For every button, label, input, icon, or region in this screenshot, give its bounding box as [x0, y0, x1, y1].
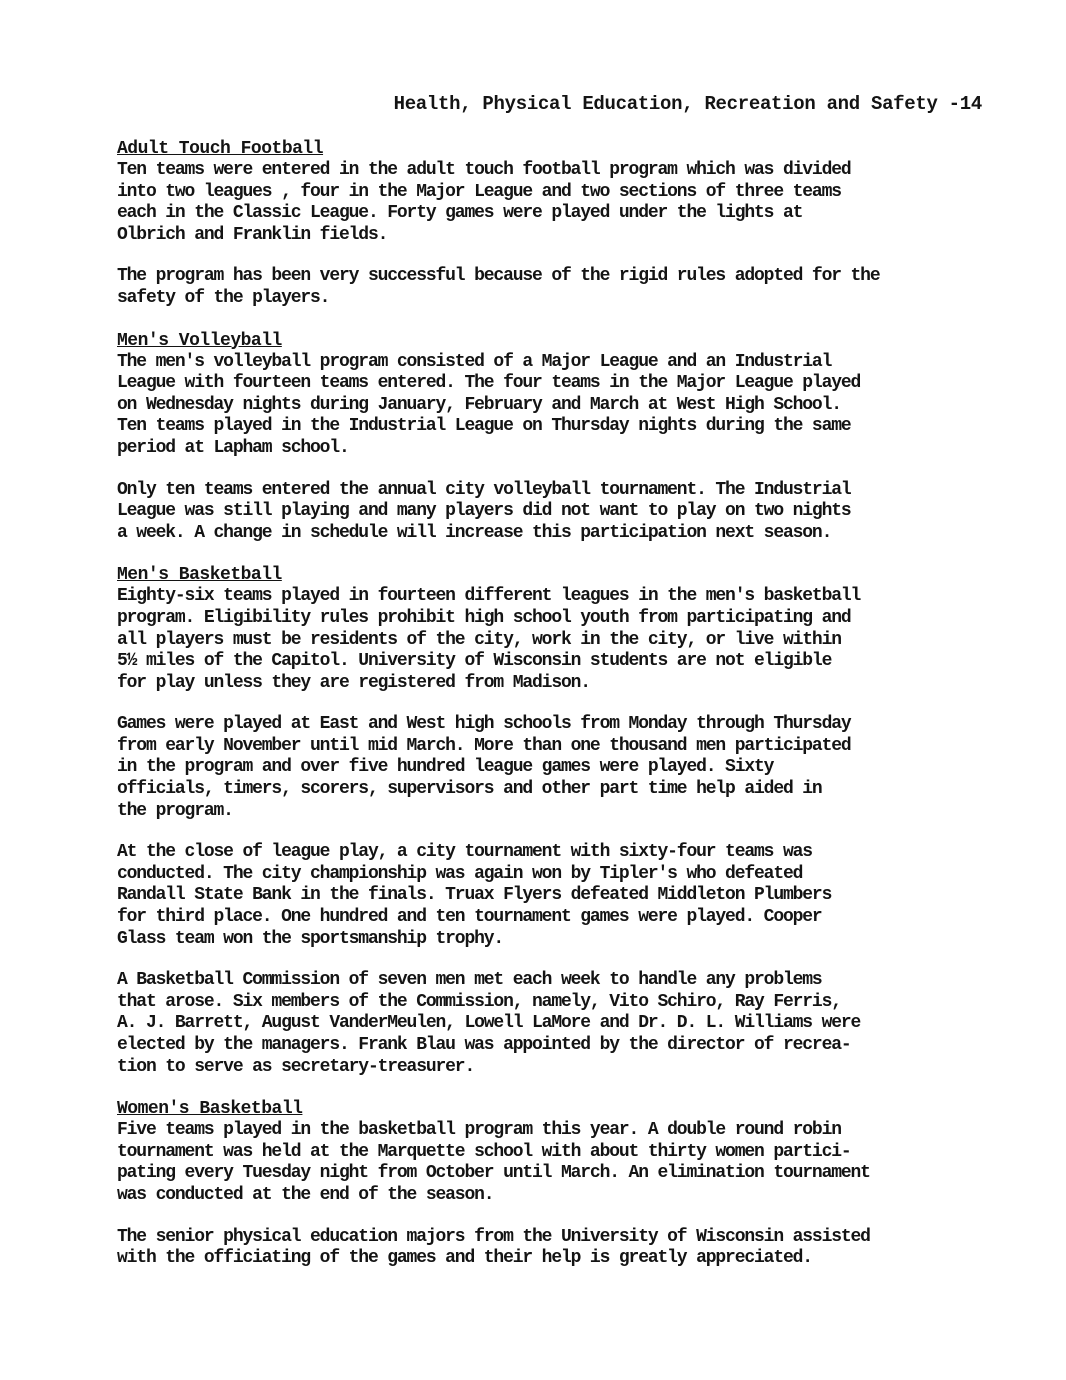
text-line: for third place. One hundred and ten tournament games were played. Cooper: [117, 907, 822, 928]
text-line: The men's volleyball program consisted of a Major League and an Industrial: [117, 351, 832, 372]
text-line: A. J. Barrett, August VanderMeulen, Lowell LaMore and Dr. D. L. Williams were: [117, 1013, 861, 1034]
text-line: The program has been very successful because of the rigid rules adopted for the: [117, 266, 880, 287]
paragraph: [117, 586, 977, 694]
text-line: the program.: [117, 800, 233, 821]
section-heading: Women's Basketball: [117, 1099, 303, 1120]
text-line: with the officiating of the games and their help is greatly appreciated.: [117, 1248, 812, 1269]
text-line: on Wednesday nights during January, February and March at West High School.: [117, 394, 841, 415]
text-line: a week. A change in schedule will increase this participation next season.: [117, 522, 832, 543]
paragraph: [117, 352, 977, 460]
text-line: pating every Tuesday night from October until March. An elimination tournament: [117, 1163, 870, 1184]
text-line: that arose. Six members of the Commission, namely, Vito Schiro, Ray Ferris,: [117, 991, 841, 1012]
text-line: League with fourteen teams entered. The four teams in the Major League played: [117, 373, 861, 394]
text-line: tournament was held at the Marquette school with about thirty women partici-: [117, 1141, 851, 1162]
section-heading: Adult Touch Football: [117, 139, 324, 159]
paragraph: [117, 714, 977, 822]
text-line: elected by the managers. Frank Blau was appointed by the director of recrea-: [117, 1035, 851, 1055]
text-line: Eighty-six teams played in fourteen different leagues in the men's basketball: [117, 586, 861, 607]
section-womens-basketball: [117, 1098, 977, 1270]
paragraph: [117, 842, 977, 950]
paragraph: [117, 480, 977, 545]
text-line: period at Lapham school.: [117, 437, 349, 458]
text-line: Glass team won the sportsmanship trophy.: [117, 928, 504, 949]
paragraph: [117, 1227, 977, 1270]
text-line: Ten teams played in the Industrial League on Thursday nights during the same: [117, 416, 851, 437]
text-line: for play unless they are registered from Madison.: [117, 672, 590, 693]
text-line: League was still playing and many players did not want to play on two nights: [117, 501, 851, 522]
text-line: in the program and over five hundred league games were played. Sixty: [117, 757, 774, 778]
text-line: safety of the players.: [117, 287, 330, 308]
text-line: Five teams played in the basketball program this year. A double round robin: [117, 1120, 841, 1141]
text-line: conducted. The city championship was again won by Tipler's who defeated: [117, 863, 803, 884]
text-line: officials, timers, scorers, supervisors and other part time help aided in: [117, 779, 822, 800]
text-line: A Basketball Commission of seven men met each week to handle any problems: [117, 970, 822, 991]
text-line: all players must be residents of the city, work in the city, or live within: [117, 629, 841, 650]
text-line: The senior physical education majors from the University of Wisconsin assisted: [117, 1226, 870, 1247]
paragraph: [117, 1120, 977, 1206]
text-line: 5½ miles of the Capitol. University of Wisconsin students are not eligible: [117, 651, 832, 672]
section-heading: Men's Basketball: [117, 565, 282, 586]
text-line: each in the Classic League. Forty games were played under the lights at: [117, 203, 803, 224]
text-line: Olbrich and Franklin fields.: [117, 224, 388, 245]
text-line: program. Eligibility rules prohibit high school youth from participating and: [117, 607, 851, 628]
text-line: from early November until mid March. More than one thousand men participated: [117, 735, 851, 756]
text-line: At the close of league play, a city tournament with sixty-four teams was: [117, 842, 812, 863]
text-line: Games were played at East and West high schools from Monday through Thursday: [117, 714, 851, 735]
section-mens-volleyball: [117, 330, 977, 545]
text-line: Only ten teams entered the annual city volleyball tournament. The Industrial: [117, 479, 851, 500]
text-line: tion to serve as secretary-treasurer.: [117, 1056, 475, 1077]
text-line: Ten teams were entered in the adult touch football program which was divided: [117, 160, 851, 180]
section-mens-basketball: [117, 564, 977, 1078]
paragraph: [117, 160, 977, 246]
section-adult-touch-football: [117, 138, 977, 310]
paragraph: [117, 266, 977, 309]
document-body: [117, 138, 977, 1290]
page-header: Health, Physical Education, Recreation and Safety -14: [393, 93, 982, 115]
text-line: was conducted at the end of the season.: [117, 1184, 494, 1205]
text-line: into two leagues , four in the Major League and two sections of three teams: [117, 181, 841, 202]
text-line: Randall State Bank in the finals. Truax Flyers defeated Middleton Plumbers: [117, 885, 832, 906]
paragraph: [117, 970, 977, 1078]
section-heading: Men's Volleyball: [117, 330, 282, 351]
